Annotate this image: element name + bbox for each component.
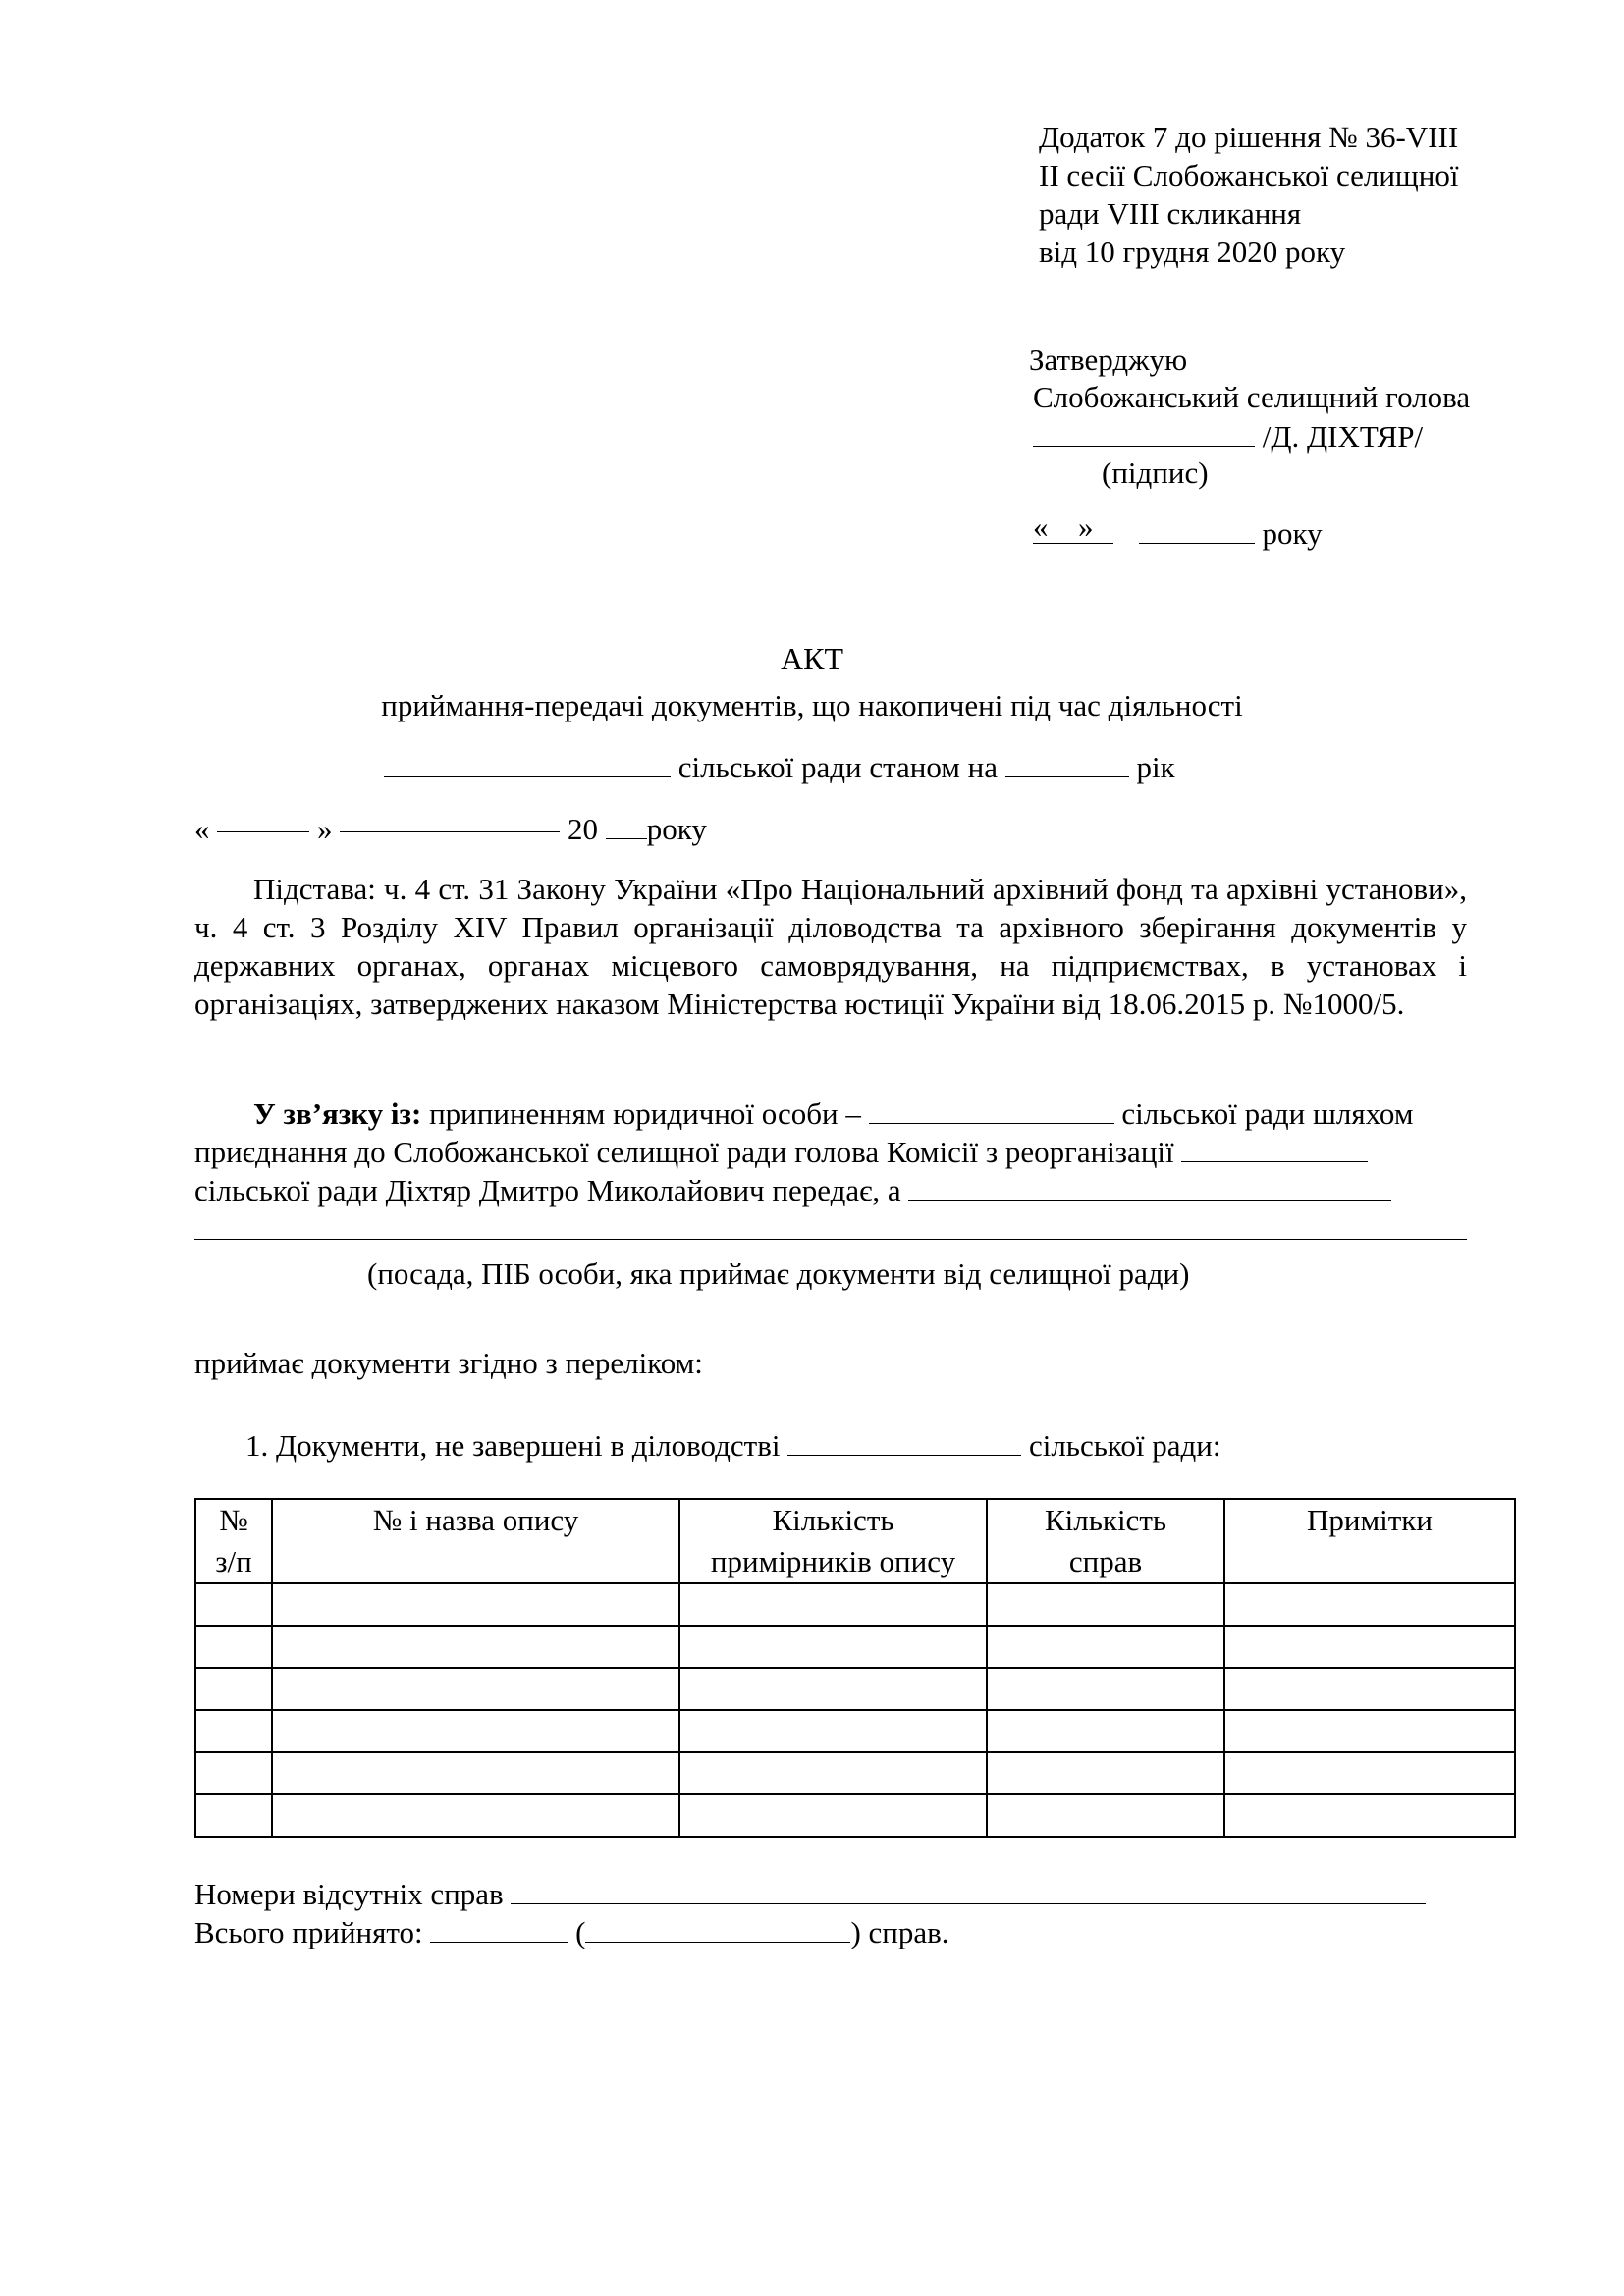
table-row xyxy=(195,1752,1515,1794)
cell-copies[interactable] xyxy=(679,1583,987,1626)
approval-position: Слобожанський селищний голова xyxy=(1033,380,1471,414)
col-copies-header-l2: примірників опису xyxy=(710,1544,956,1578)
approval-year-word: року xyxy=(1262,516,1323,551)
table-header-row xyxy=(195,1499,1515,1583)
documents-table xyxy=(194,1498,1516,1838)
missing-cases-label: Номери відсутніх справ xyxy=(194,1877,504,1911)
cell-cases[interactable] xyxy=(987,1668,1224,1710)
col-number-header-l1: № xyxy=(219,1503,248,1537)
cell-name[interactable] xyxy=(272,1626,679,1668)
approval-day-blank[interactable] xyxy=(1033,509,1113,544)
appendix-line-4: від 10 грудня 2020 року xyxy=(1039,235,1346,269)
section-1-tail: сільської ради: xyxy=(1028,1428,1221,1463)
cell-name[interactable] xyxy=(272,1583,679,1626)
cell-copies[interactable] xyxy=(679,1710,987,1752)
act-heading: АКТ xyxy=(781,641,843,676)
basis-paragraph: Підстава: ч. 4 ст. 31 Закону України «Про Національний архівний фонд та архівні установи», ч. 4 ст. 3 Розділу XIV Правил організації діловодства та архівного зберігання документів у державних органах, органах місцевого самоврядування, на підприємствах, в установах і організаціях, затверджених наказом Міністерства юстиції України від 18.06.2015 р. №1000/5. xyxy=(194,872,1467,1021)
cell-name[interactable] xyxy=(272,1668,679,1710)
table-row xyxy=(195,1710,1515,1752)
col-number-header xyxy=(195,1499,272,1583)
cell-name[interactable] xyxy=(272,1794,679,1837)
act-century: 20 xyxy=(568,812,598,846)
col-copies-header-l1: Кількість xyxy=(772,1503,894,1537)
col-notes-header: Примітки xyxy=(1224,1499,1515,1583)
period-blank[interactable] xyxy=(1005,749,1129,777)
act-quote-close: » xyxy=(317,812,333,846)
cell-cases[interactable] xyxy=(987,1794,1224,1837)
act-day-blank[interactable] xyxy=(217,831,309,832)
reason-line-1-tail: сільської ради шляхом xyxy=(1121,1096,1414,1131)
approval-approve: Затверджую xyxy=(1029,343,1188,377)
col-copies-header xyxy=(679,1499,987,1583)
total-accepted-label: Всього прийнято: xyxy=(194,1915,423,1949)
cell-number[interactable] xyxy=(195,1752,272,1794)
recipient-caption: (посада, ПІБ особи, яка приймає документи від селищної ради) xyxy=(367,1256,1190,1291)
table-row xyxy=(195,1794,1515,1837)
council-name-blank[interactable] xyxy=(384,749,671,777)
table-row xyxy=(195,1626,1515,1668)
recipient-blank[interactable] xyxy=(908,1172,1391,1201)
cell-copies[interactable] xyxy=(679,1668,987,1710)
section-1-lead: 1. Документи, не завершені в діловодстві xyxy=(245,1428,781,1463)
col-cases-header-l1: Кількість xyxy=(1044,1503,1166,1537)
cell-number[interactable] xyxy=(195,1626,272,1668)
act-year-word: року xyxy=(646,812,707,846)
act-year-blank[interactable] xyxy=(606,811,647,839)
col-number-header-l2: з/п xyxy=(215,1544,252,1578)
act-quote-open: « xyxy=(194,812,210,846)
table-row xyxy=(195,1583,1515,1626)
total-accepted-line xyxy=(194,1913,949,1951)
cell-number[interactable] xyxy=(195,1583,272,1626)
col-cases-header-l2: справ xyxy=(1068,1544,1143,1578)
section-1-line xyxy=(245,1426,1220,1465)
cell-notes[interactable] xyxy=(1224,1626,1515,1668)
missing-cases-line xyxy=(194,1875,1426,1913)
cell-number[interactable] xyxy=(195,1794,272,1837)
col-cases-header xyxy=(987,1499,1224,1583)
council-line-text: сільської ради станом на xyxy=(677,750,999,784)
cell-copies[interactable] xyxy=(679,1752,987,1794)
cell-copies[interactable] xyxy=(679,1626,987,1668)
appendix-line-3: ради VIII скликання xyxy=(1039,196,1302,231)
section-1-council-blank[interactable] xyxy=(787,1427,1021,1456)
reason-council-blank-1[interactable] xyxy=(869,1095,1114,1124)
cell-name[interactable] xyxy=(272,1752,679,1794)
approval-month-blank[interactable] xyxy=(1139,515,1255,544)
accepts-line: приймає документи згідно з переліком: xyxy=(194,1346,703,1380)
approval-quote-open: « xyxy=(1033,509,1049,544)
cell-copies[interactable] xyxy=(679,1794,987,1837)
cell-cases[interactable] xyxy=(987,1752,1224,1794)
reason-council-blank-2[interactable] xyxy=(1181,1134,1368,1162)
total-number-blank[interactable] xyxy=(430,1914,568,1943)
approval-date-line xyxy=(1033,509,1323,553)
act-date-line xyxy=(194,810,707,848)
cell-notes[interactable] xyxy=(1224,1794,1515,1837)
appendix-line-2: ІІ сесії Слобожанської селищної xyxy=(1039,158,1459,192)
cell-cases[interactable] xyxy=(987,1626,1224,1668)
table-body xyxy=(195,1583,1515,1837)
total-words-blank[interactable] xyxy=(585,1914,850,1943)
cell-notes[interactable] xyxy=(1224,1710,1515,1752)
approval-quote-close: » xyxy=(1078,509,1094,544)
col-name-header: № і назва опису xyxy=(272,1499,679,1583)
cell-notes[interactable] xyxy=(1224,1583,1515,1626)
cell-notes[interactable] xyxy=(1224,1752,1515,1794)
reason-line-3 xyxy=(194,1171,1391,1209)
missing-cases-blank[interactable] xyxy=(511,1876,1426,1904)
reason-line-2 xyxy=(194,1133,1368,1171)
reason-line-1 xyxy=(253,1095,1413,1133)
approval-signature-caption: (підпис) xyxy=(1102,455,1209,490)
cell-cases[interactable] xyxy=(987,1583,1224,1626)
act-council-line xyxy=(384,748,1175,786)
cell-number[interactable] xyxy=(195,1710,272,1752)
approval-signature-line xyxy=(1033,417,1423,455)
act-subtitle: приймання-передачі документів, що накопичені під час діяльності xyxy=(381,688,1243,722)
appendix-line-1: Додаток 7 до рішення № 36-VIII xyxy=(1039,120,1459,154)
reason-line-2-text: приєднання до Слобожанської селищної ради голова Комісії з реорганізації xyxy=(194,1135,1174,1169)
reason-line-3-text: сільської ради Діхтяр Дмитро Миколайович передає, а xyxy=(194,1173,901,1207)
total-close-paren: ) справ. xyxy=(850,1915,949,1949)
cell-cases[interactable] xyxy=(987,1710,1224,1752)
approval-signer: /Д. ДІХТЯР/ xyxy=(1262,419,1424,454)
cell-number[interactable] xyxy=(195,1668,272,1710)
cell-name[interactable] xyxy=(272,1710,679,1752)
reason-label: У зв’язку із: xyxy=(253,1096,422,1131)
recipient-full-blank[interactable] xyxy=(194,1209,1467,1240)
signature-blank[interactable] xyxy=(1033,418,1255,447)
reason-line-1-text: припиненням юридичної особи – xyxy=(429,1096,861,1131)
cell-notes[interactable] xyxy=(1224,1668,1515,1710)
act-month-blank[interactable] xyxy=(340,831,560,832)
table-row xyxy=(195,1668,1515,1710)
total-open-paren: ( xyxy=(575,1915,586,1949)
council-year-word: рік xyxy=(1136,750,1175,784)
